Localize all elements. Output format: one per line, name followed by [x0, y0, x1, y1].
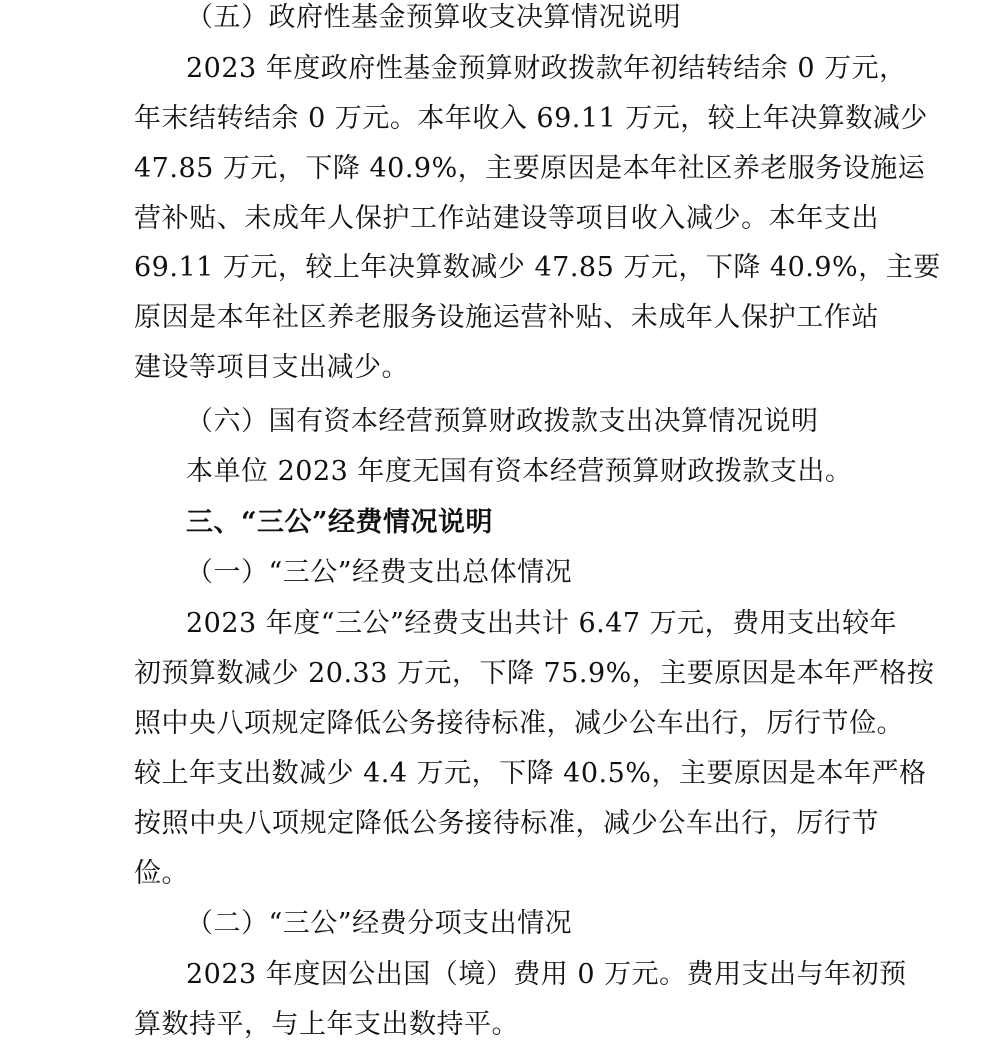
paragraph-line: 照中央八项规定降低公务接待标准，减少公车出行，厉行节俭。: [134, 708, 904, 739]
paragraph-line: 2023 年度政府性基金预算财政拨款年初结转结余 0 万元，: [186, 53, 907, 84]
paragraph-line: 年末结转结余 0 万元。本年收入 69.11 万元，较上年决算数减少: [134, 103, 928, 134]
section-heading-6: （六）国有资本经营预算财政拨款支出决算情况说明: [186, 406, 819, 437]
paragraph-line: 算数持平，与上年支出数持平。: [134, 1009, 519, 1040]
paragraph-line: 初预算数减少 20.33 万元，下降 75.9%，主要原因是本年严格按: [134, 658, 935, 689]
paragraph-line: 2023 年度“三公”经费支出共计 6.47 万元，费用支出较年: [186, 608, 898, 639]
subsection-heading-3-2: （二）“三公”经费分项支出情况: [186, 908, 573, 939]
paragraph-line: 47.85 万元，下降 40.9%，主要原因是本年社区养老服务设施运: [134, 153, 926, 184]
subsection-heading-3-1: （一）“三公”经费支出总体情况: [186, 557, 573, 588]
paragraph-line: 本单位 2023 年度无国有资本经营预算财政拨款支出。: [186, 456, 853, 487]
paragraph-line: 原因是本年社区养老服务设施运营补贴、未成年人保护工作站: [134, 302, 879, 333]
section-heading-5: （五）政府性基金预算收支决算情况说明: [186, 2, 681, 33]
paragraph-line: 69.11 万元，较上年决算数减少 47.85 万元，下降 40.9%，主要: [134, 252, 941, 283]
paragraph-line: 较上年支出数减少 4.4 万元，下降 40.5%，主要原因是本年严格: [134, 758, 927, 789]
paragraph-line: 营补贴、未成年人保护工作站建设等项目收入减少。本年支出: [134, 203, 879, 234]
section-heading-3: 三、“三公”经费情况说明: [186, 507, 494, 538]
paragraph-line: 按照中央八项规定降低公务接待标准，减少公车出行，厉行节: [134, 808, 879, 839]
paragraph-line: 2023 年度因公出国（境）费用 0 万元。费用支出与年初预: [186, 959, 907, 990]
paragraph-line: 俭。: [134, 858, 189, 889]
paragraph-line: 建设等项目支出减少。: [134, 352, 409, 383]
